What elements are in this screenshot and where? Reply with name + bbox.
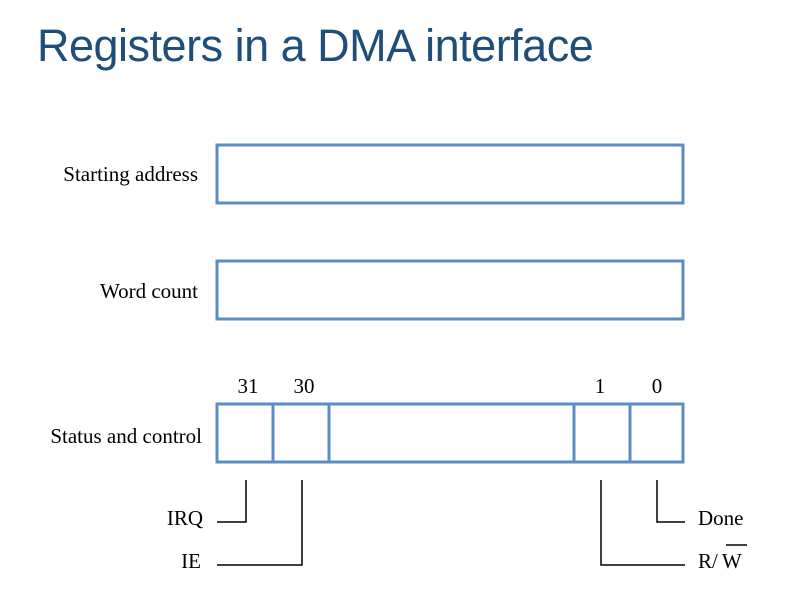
done-label: Done: [698, 506, 744, 530]
status-control-label: Status and control: [50, 424, 202, 448]
bit-0-label: 0: [651, 374, 663, 398]
starting-address-register: [217, 145, 683, 203]
status-control-register: [217, 404, 683, 462]
irq-label: IRQ: [166, 506, 203, 530]
word-count-register: [217, 261, 683, 319]
starting-address-label: Starting address: [63, 162, 198, 186]
done-leader-line: [657, 480, 685, 522]
irq-leader-line: [217, 480, 246, 522]
page-title: Registers in a DMA interface: [37, 20, 594, 71]
word-count-label: Word count: [99, 279, 198, 303]
rw-label: [698, 549, 742, 573]
bit-30-label: 30: [293, 374, 315, 398]
bit-1-label: 1: [594, 374, 606, 398]
rw-label-prefix: R/: [698, 549, 718, 573]
ie-label: IE: [181, 549, 201, 573]
rw-label-w: W: [721, 549, 742, 573]
bit-31-label: 31: [237, 374, 259, 398]
